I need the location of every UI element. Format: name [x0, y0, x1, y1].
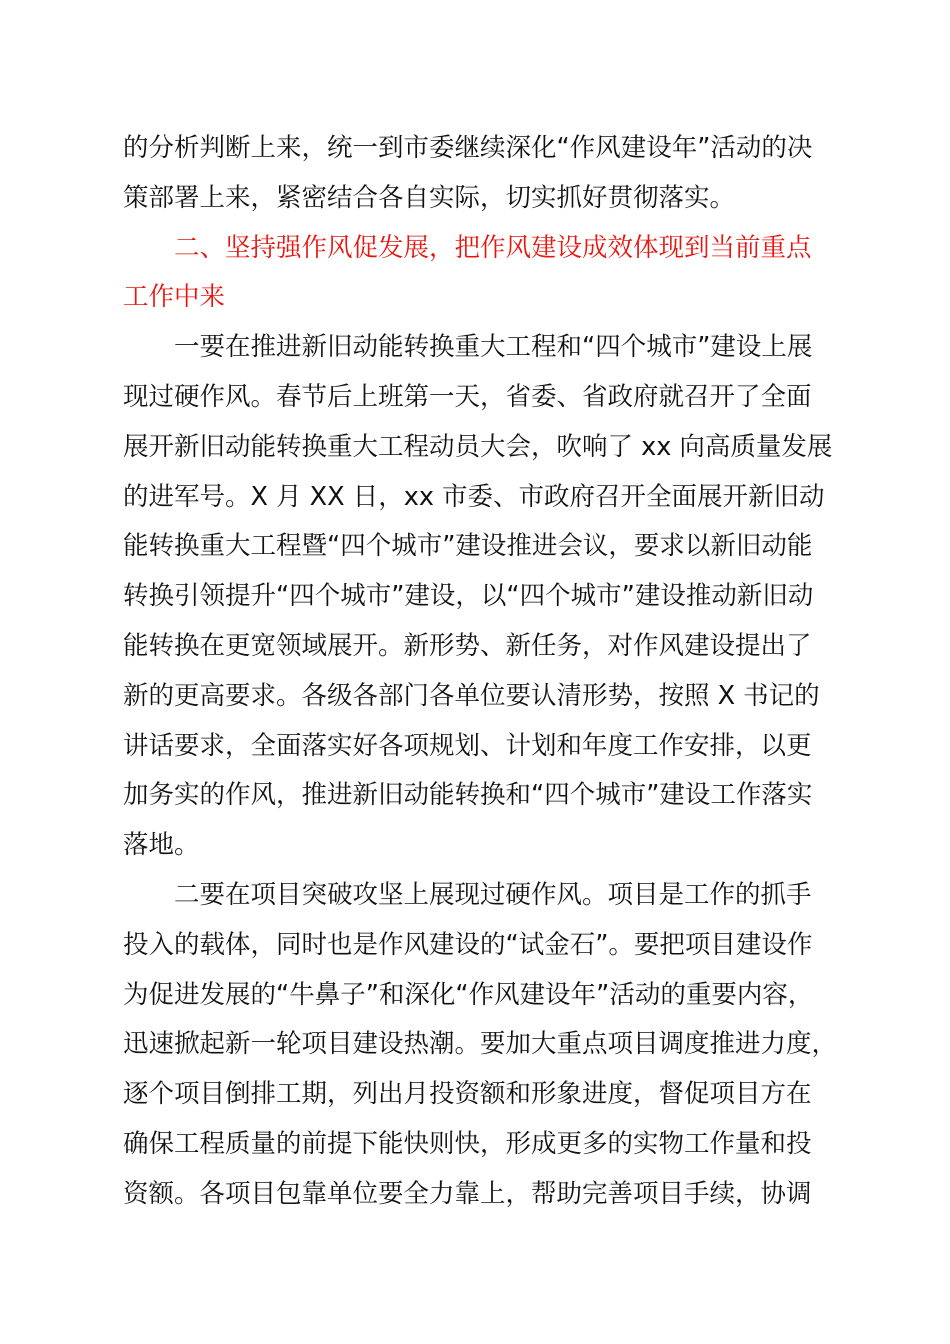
body-line: 投入的载体，同时也是作风建设的“试金石”。要把项目建设作	[123, 929, 813, 960]
body-line: 讲话要求，全面落实好各项规划、计划和年度工作安排，以更	[123, 730, 812, 761]
section-heading-continued: 工作中来	[123, 282, 226, 313]
body-line: 现过硬作风。春节后上班第一天，省委、省政府就召开了全面	[123, 381, 812, 412]
body-line: 逐个项目倒排工期，列出月投资额和形象进度，督促项目方在	[123, 1079, 812, 1110]
section-heading: 二、坚持强作风促发展，把作风建设成效体现到当前重点	[174, 232, 812, 263]
body-line: 确保工程质量的前提下能快则快，形成更多的实物工作量和投	[123, 1128, 812, 1159]
body-line: 新的更高要求。各级各部门各单位要认清形势，按照 X 书记的	[123, 680, 820, 711]
body-line: 能转换在更宽领域展开。新形势、新任务，对作风建设提出了	[123, 630, 812, 661]
body-line: 展开新旧动能转换重大工程动员大会，吹响了 xx 向高质量发展	[123, 431, 833, 462]
body-line: 迅速掀起新一轮项目建设热潮。要加大重点项目调度推进力度，	[123, 1029, 838, 1060]
body-line: 加务实的作风，推进新旧动能转换和“四个城市”建设工作落实	[123, 780, 813, 811]
document-body	[123, 124, 843, 1220]
paragraph-start: 二要在项目突破攻坚上展现过硬作风。项目是工作的抓手	[174, 879, 812, 910]
paragraph-start: 一要在推进新旧动能转换重大工程和“四个城市”建设上展	[174, 332, 813, 363]
body-line: 的进军号。X 月 XX 日，xx 市委、市政府召开全面展开新旧动	[123, 481, 825, 512]
body-line: 落地。	[123, 830, 200, 861]
body-line: 能转换重大工程暨“四个城市”建设推进会议，要求以新旧动能	[123, 531, 813, 562]
body-line: 策部署上来，紧密结合各自实际，切实抓好贯彻落实。	[123, 182, 736, 213]
body-line: 资额。各项目包靠单位要全力靠上，帮助完善项目手续，协调	[123, 1178, 812, 1209]
body-line: 为促进发展的“牛鼻子”和深化“作风建设年”活动的重要内容，	[123, 979, 814, 1010]
body-line: 转换引领提升“四个城市”建设，以“四个城市”建设推动新旧动	[123, 581, 814, 612]
body-line: 的分析判断上来，统一到市委继续深化“作风建设年”活动的决	[123, 133, 813, 163]
